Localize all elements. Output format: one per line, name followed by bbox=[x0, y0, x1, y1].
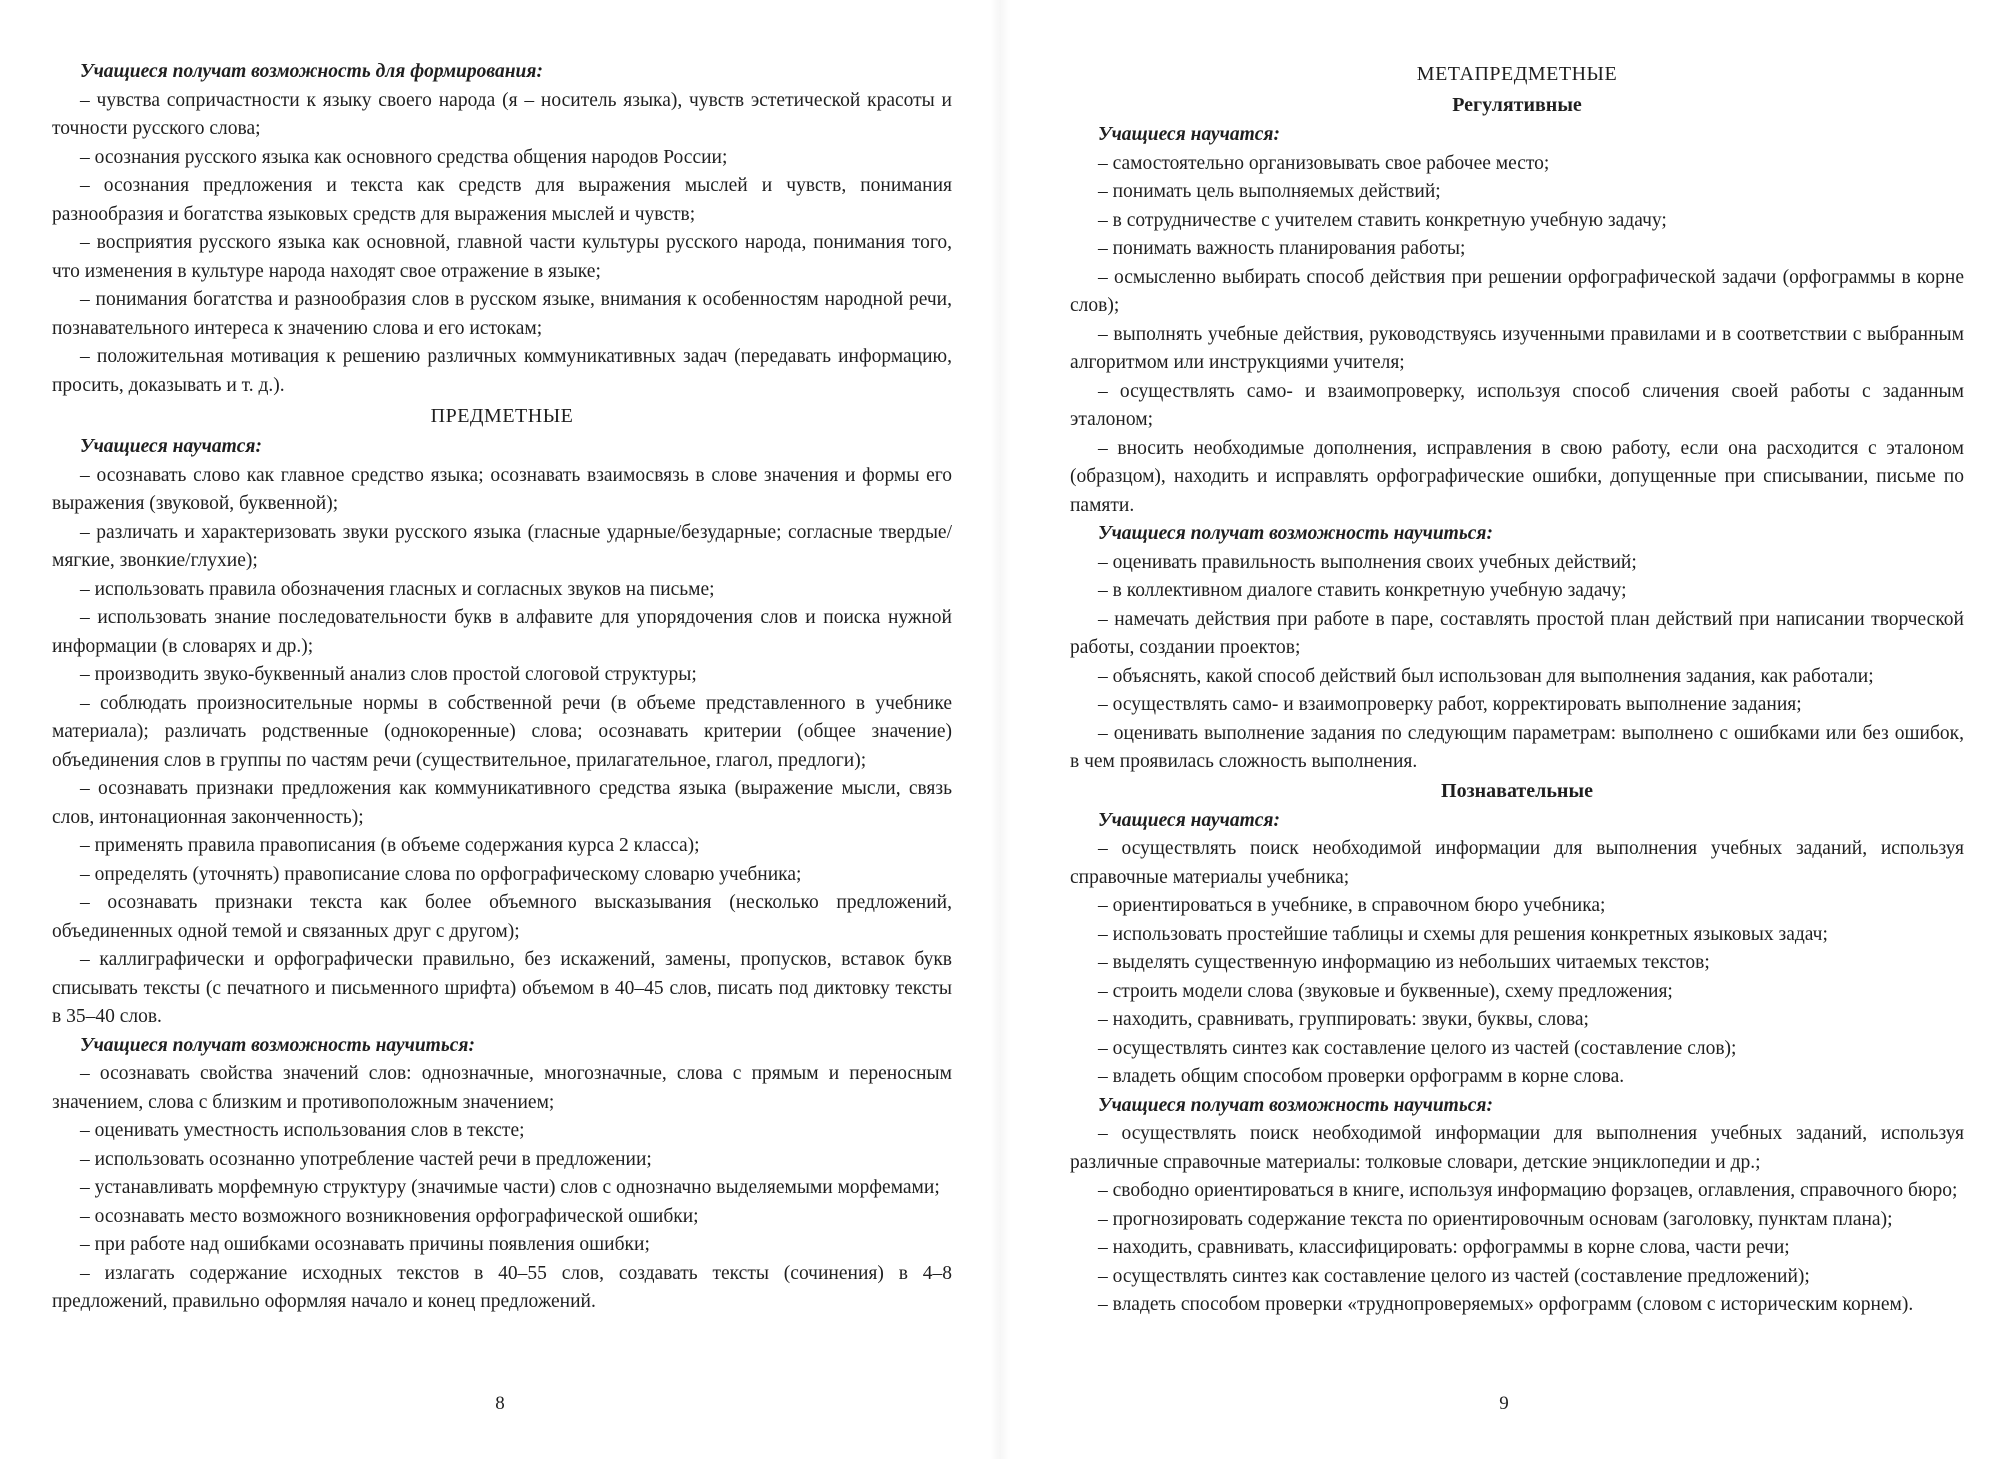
list-item: – осуществлять поиск необходимой информации для выполнения учебных заданий, используя различные справочные материалы: толковые словари, детские энциклопедии и др.; bbox=[1070, 1123, 1964, 1173]
list-item: – устанавливать морфемную структуру (значимые части) слов с однозначно выделяемыми морфемами; bbox=[80, 1177, 940, 1198]
outcome-subhead: Учащиеся научатся: bbox=[1098, 124, 1280, 145]
list-item: – осознавать слово как главное средство языка; осознавать взаимосвязь в слове значения и формы его выражения (звуковой, буквенной); bbox=[52, 464, 952, 514]
left-page-text bbox=[52, 58, 952, 1317]
list-item: – находить, сравнивать, классифицировать: орфограммы в корне слова, части речи; bbox=[1098, 1237, 1790, 1258]
list-item: – оценивать правильность выполнения своих учебных действий; bbox=[1098, 551, 1637, 573]
list-item: – выполнять учебные действия, руководствуясь изученными правилами и в соответствии с выбранным алгоритмом или инструкциями учителя; bbox=[1070, 323, 1964, 373]
list-item: – владеть общим способом проверки орфограмм в корне слова. bbox=[1098, 1066, 1625, 1087]
list-item: – положительная мотивация к решению различных коммуникативных задач (передавать информацию, просить, доказывать и т. д.). bbox=[52, 346, 952, 396]
right-page bbox=[1000, 0, 2000, 1459]
list-item: – намечать действия при работе в паре, составлять простой план действий при написании творческой работы, создании проектов; bbox=[1070, 608, 1964, 658]
list-item: – находить, сравнивать, группировать: звуки, буквы, слова; bbox=[1098, 1009, 1589, 1030]
list-item: – чувства сопричастности к языку своего народа (я – носитель языка), чувств эстетической красоты и точности русского слова; bbox=[52, 89, 952, 139]
right-page-text bbox=[1070, 58, 1964, 1320]
list-item: – осуществлять поиск необходимой информации для выполнения учебных заданий, используя справочные материалы учебника; bbox=[1070, 838, 1964, 888]
page-number-left: 8 bbox=[495, 1393, 505, 1414]
list-item: – применять правила правописания (в объеме содержания курса 2 класса); bbox=[80, 835, 700, 856]
list-item: – строить модели слова (звуковые и буквенные), схему предложения; bbox=[1098, 980, 1673, 1002]
list-item: – восприятия русского языка как основной, главной части культуры русского народа, понимания того, что изменения в культуре народа находят свое отражение в языке; bbox=[52, 232, 952, 282]
list-item: – понимать важность планирования работы; bbox=[1098, 238, 1466, 259]
list-item: – владеть способом проверки «труднопроверяемых» орфограмм (словом с историческим корнем). bbox=[1098, 1294, 1914, 1315]
list-item: – использовать осознанно употребление частей речи в предложении; bbox=[80, 1148, 652, 1170]
list-item: – осознавать место возможного возникновения орфографической ошибки; bbox=[80, 1205, 699, 1227]
list-item: – осознания предложения и текста как средств для выражения мыслей и чувств, понимания разнообразия и богатства языковых средств для выражения мыслей и чувств; bbox=[52, 175, 952, 225]
list-item: – соблюдать произносительные нормы в собственной речи (в объеме представленного в учебнике материала); различать родственные (однокоренные) слова; осознавать критерии (общее значение) объединения слов в группы по частям речи (существительное, прилагательное, глагол, предлоги); bbox=[52, 692, 952, 771]
list-item: – осуществлять синтез как составление целого из частей (составление предложений); bbox=[1098, 1265, 1810, 1287]
list-item: – использовать правила обозначения гласных и согласных звуков на письме; bbox=[80, 578, 715, 600]
list-item: – самостоятельно организовывать свое рабочее место; bbox=[1098, 152, 1550, 174]
list-item: – понимания богатства и разнообразия слов в русском языке, внимания к особенностям народной речи, познавательного интереса к значению слова и его истокам; bbox=[52, 289, 952, 339]
outcome-subhead: Учащиеся получат возможность научиться: bbox=[80, 1034, 475, 1056]
list-item: – каллиграфически и орфографически правильно, без искажений, замены, пропусков, вставок букв списывать тексты (с печатного и письменного шрифта) объемом в 40–45 слов, писать под диктовку тексты в 35–40 слов. bbox=[52, 949, 952, 1027]
list-item: – в коллективном диалоге ставить конкретную учебную задачу; bbox=[1098, 580, 1627, 601]
list-item: – осуществлять само- и взаимопроверку работ, корректировать выполнение задания; bbox=[1098, 694, 1802, 715]
list-item: – прогнозировать содержание текста по ориентировочным основам (заголовку, пунктам плана); bbox=[1098, 1208, 1893, 1230]
list-item: – при работе над ошибками осознавать причины появления ошибки; bbox=[80, 1234, 650, 1255]
list-item: – осознавать признаки предложения как коммуникативного средства языка (выражение мысли, связь слов, интонационная законченность); bbox=[52, 778, 952, 828]
list-item: – излагать содержание исходных текстов в 40–55 слов, создавать тексты (сочинения) в 4–8 предложений, правильно оформляя начало и конец предложений. bbox=[52, 1262, 952, 1312]
outcome-subhead: Учащиеся получат возможность для формирования: bbox=[80, 61, 543, 82]
outcome-subhead: Учащиеся получат возможность научиться: bbox=[1098, 1094, 1493, 1116]
list-item: – в сотрудничестве с учителем ставить конкретную учебную задачу; bbox=[1098, 209, 1667, 231]
list-item: – вносить необходимые дополнения, исправления в свою работу, если она расходится с эталоном (образцом), находить и исправлять орфографические ошибки, допущенные при списывании, письме по памяти. bbox=[1070, 437, 1964, 516]
list-item: – осмысленно выбирать способ действия при решении орфографической задачи (орфограммы в корне слов); bbox=[1070, 266, 1964, 316]
outcome-subhead: Учащиеся научатся: bbox=[1098, 809, 1280, 831]
list-item: – различать и характеризовать звуки русского языка (гласные ударные/безударные; согласные твердые/мягкие, звонкие/глухие); bbox=[52, 521, 952, 571]
list-item: – оценивать уместность использования слов в тексте; bbox=[80, 1120, 525, 1141]
list-item: – производить звуко-буквенный анализ слов простой слоговой структуры; bbox=[80, 664, 697, 685]
list-item: – ориентироваться в учебнике, в справочном бюро учебника; bbox=[1098, 895, 1606, 916]
list-item: – определять (уточнять) правописание слова по орфографическому словарю учебника; bbox=[80, 863, 802, 885]
outcome-subhead: Учащиеся получат возможность научиться: bbox=[1098, 523, 1493, 544]
list-item: – осознавать свойства значений слов: однозначные, многозначные, слова с прямым и переносным значением, слова с близким и противоположным значением; bbox=[52, 1063, 952, 1113]
list-item: – свободно ориентироваться в книге, используя информацию форзацев, оглавления, справочного бюро; bbox=[1098, 1180, 1958, 1201]
list-item: – использовать простейшие таблицы и схемы для решения конкретных языковых задач; bbox=[1098, 923, 1828, 945]
list-item: – понимать цель выполняемых действий; bbox=[1098, 181, 1441, 202]
section-subheading: Регулятивные bbox=[1452, 94, 1582, 116]
section-heading: ПРЕДМЕТНЫЕ bbox=[430, 405, 574, 427]
list-item: – выделять существенную информацию из небольших читаемых текстов; bbox=[1098, 952, 1710, 973]
list-item: – осознавать признаки текста как более объемного высказывания (несколько предложений, объединенных одной темой и связанных друг с другом); bbox=[52, 892, 952, 942]
section-heading: МЕТАПРЕДМЕТНЫЕ bbox=[1416, 63, 1618, 85]
section-subheading: Познавательные bbox=[1441, 779, 1593, 802]
page-number-right: 9 bbox=[1499, 1393, 1509, 1414]
outcome-subhead: Учащиеся научатся: bbox=[80, 436, 262, 457]
list-item: – объяснять, какой способ действий был использован для выполнения задания, как работали; bbox=[1098, 665, 1874, 687]
list-item: – осуществлять само- и взаимопроверку, используя способ сличения своей работы с заданным эталоном; bbox=[1070, 380, 1964, 430]
list-item: – использовать знание последовательности букв в алфавите для упорядочения слов и поиска нужной информации (в словарях и др.); bbox=[52, 607, 952, 657]
list-item: – оценивать выполнение задания по следующим параметрам: выполнено с ошибками или без ошибок, в чем проявилась сложность выполнения. bbox=[1070, 722, 1964, 772]
list-item: – осознания русского языка как основного средства общения народов России; bbox=[80, 146, 728, 168]
list-item: – осуществлять синтез как составление целого из частей (составление слов); bbox=[1098, 1037, 1737, 1059]
